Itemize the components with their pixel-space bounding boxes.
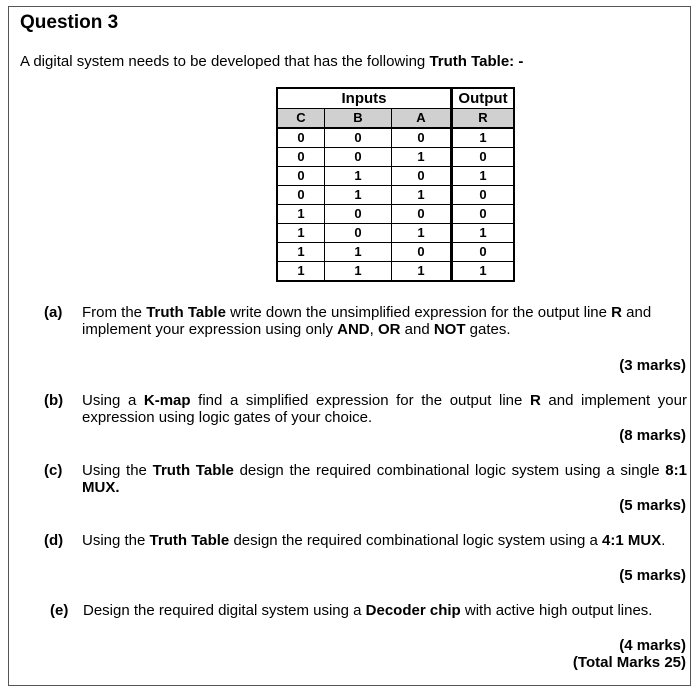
part-e-marks: (4 marks) <box>619 637 686 654</box>
cell-a: 1 <box>392 224 452 243</box>
cell-c: 1 <box>277 262 325 282</box>
inputs-header: Inputs <box>277 88 452 109</box>
total-marks: (Total Marks 25) <box>572 654 686 671</box>
part-d-marks: (5 marks) <box>619 567 686 584</box>
cell-c: 0 <box>277 128 325 148</box>
part-d-b2: 4:1 MUX <box>602 532 662 549</box>
intro-bold: Truth Table: - <box>429 53 524 70</box>
part-a-b1: Truth Table <box>146 304 226 321</box>
table-row <box>277 205 514 224</box>
intro-plain: A digital system needs to be developed that has the following <box>20 53 430 70</box>
table-row <box>277 262 514 282</box>
part-d-text <box>82 532 687 549</box>
cell-r: 1 <box>452 167 515 186</box>
cell-c: 0 <box>277 186 325 205</box>
cell-c: 1 <box>277 243 325 262</box>
cell-a: 0 <box>392 205 452 224</box>
part-a-label: (a) <box>44 304 63 321</box>
part-a-text <box>82 304 687 338</box>
part-c-t2: design the required combinational logic system using a single <box>233 462 666 479</box>
part-c-t1: Using the <box>82 462 153 479</box>
cell-r: 1 <box>452 128 515 148</box>
part-e-t1: Design the required digital system using a <box>83 602 366 619</box>
cell-b: 0 <box>325 148 392 167</box>
part-e-text <box>83 602 688 619</box>
part-a-b3: AND <box>337 321 370 338</box>
part-b-t3: and implement your expression using logic gates of your choice. <box>82 392 687 426</box>
table-row <box>277 186 514 205</box>
part-a-t6: gates. <box>465 321 511 338</box>
cell-r: 0 <box>452 205 515 224</box>
part-e-t2: with active high output lines. <box>460 602 653 619</box>
cell-a: 1 <box>392 148 452 167</box>
part-b-text <box>82 392 687 426</box>
part-b-label: (b) <box>44 392 64 409</box>
col-header-c: C <box>277 109 325 129</box>
part-a-b5: NOT <box>433 321 466 338</box>
part-a-t3: and implement your expression using only <box>82 304 652 338</box>
part-d-b1: Truth Table <box>149 532 230 549</box>
cell-b: 1 <box>325 243 392 262</box>
output-header: Output <box>452 88 515 109</box>
cell-c: 0 <box>277 167 325 186</box>
cell-b: 1 <box>325 262 392 282</box>
table-row <box>277 148 514 167</box>
part-b-t1: Using a <box>82 392 144 409</box>
part-b-b2: R <box>529 392 541 409</box>
part-a-t2: write down the unsimplified expression for the output line <box>225 304 612 321</box>
part-d-t1: Using the <box>82 532 150 549</box>
part-c-b1: Truth Table <box>152 462 234 479</box>
part-b-marks: (8 marks) <box>619 427 686 444</box>
part-d-t3: . <box>661 532 666 549</box>
cell-c: 1 <box>277 205 325 224</box>
cell-a: 1 <box>392 186 452 205</box>
part-b-t2: find a simplified expression for the output line <box>190 392 530 409</box>
cell-a: 0 <box>392 243 452 262</box>
cell-a: 0 <box>392 128 452 148</box>
part-c-text <box>82 462 687 496</box>
cell-b: 0 <box>325 128 392 148</box>
part-c-label: (c) <box>44 462 63 479</box>
part-d-label: (d) <box>44 532 64 549</box>
question-title: Question 3 <box>20 12 119 33</box>
part-a-marks: (3 marks) <box>619 357 686 374</box>
truth-table <box>276 87 515 282</box>
cell-r: 0 <box>452 186 515 205</box>
part-a-b2: R <box>611 304 622 321</box>
truth-table-body <box>277 128 514 281</box>
col-header-r: R <box>452 109 515 129</box>
part-a-t5: and <box>400 321 434 338</box>
part-a-t4: , <box>369 321 378 338</box>
col-header-b: B <box>325 109 392 129</box>
part-a-b4: OR <box>377 321 401 338</box>
part-e-b1: Decoder chip <box>365 602 461 619</box>
cell-r: 1 <box>452 262 515 282</box>
table-row <box>277 224 514 243</box>
intro-text <box>20 53 523 70</box>
cell-c: 1 <box>277 224 325 243</box>
cell-b: 0 <box>325 205 392 224</box>
cell-a: 0 <box>392 167 452 186</box>
cell-b: 1 <box>325 186 392 205</box>
cell-c: 0 <box>277 148 325 167</box>
cell-b: 1 <box>325 167 392 186</box>
table-row <box>277 243 514 262</box>
truth-table-group-header-row <box>277 88 514 109</box>
cell-r: 1 <box>452 224 515 243</box>
part-c-marks: (5 marks) <box>619 497 686 514</box>
table-row <box>277 128 514 148</box>
part-d-t2: design the required combinational logic system using a <box>229 532 602 549</box>
cell-a: 1 <box>392 262 452 282</box>
col-header-a: A <box>392 109 452 129</box>
table-row <box>277 167 514 186</box>
cell-b: 0 <box>325 224 392 243</box>
part-b-b1: K-map <box>143 392 191 409</box>
part-a-t1: From the <box>82 304 147 321</box>
truth-table-column-header-row <box>277 109 514 129</box>
part-e-label: (e) <box>50 602 69 619</box>
part-c-b2: 8:1 MUX. <box>82 462 687 496</box>
cell-r: 0 <box>452 148 515 167</box>
cell-r: 0 <box>452 243 515 262</box>
